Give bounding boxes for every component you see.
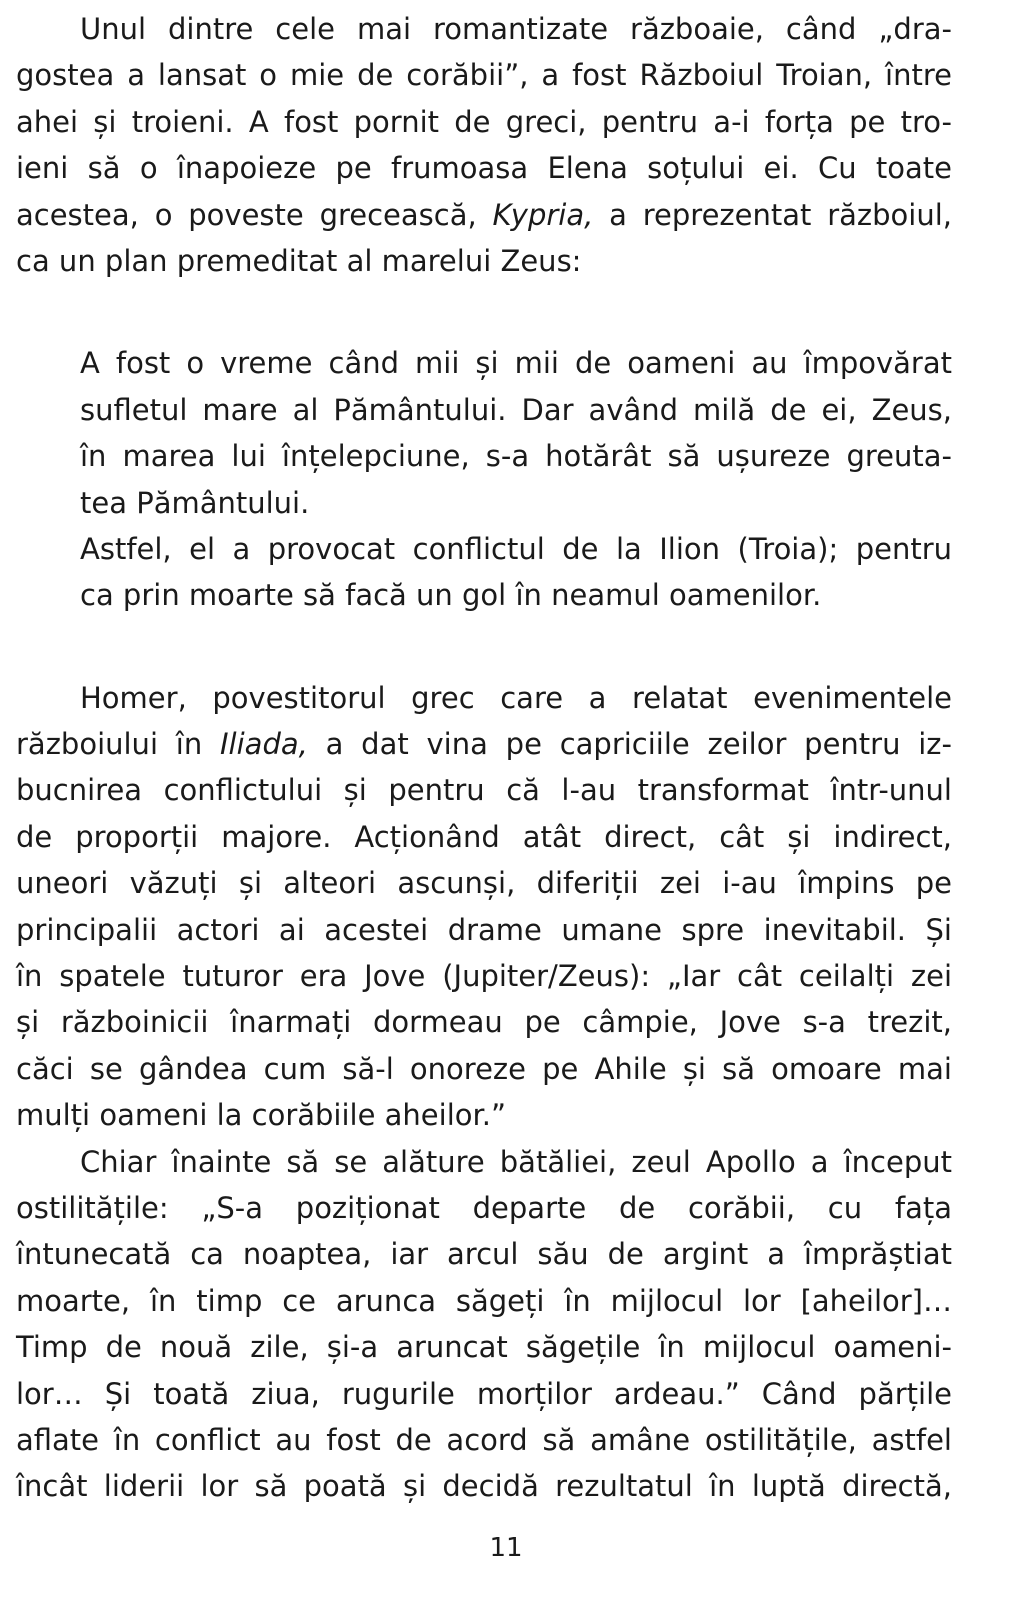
text-line: aflate în conflict au fost de acord să amâne ostilitățile, astfel: [16, 1422, 952, 1457]
text-line: în spatele tuturor era Jove (Jupiter/Zeus): „Iar cât ceilalți zei: [16, 959, 952, 994]
text-line: ahei și troieni. A fost pornit de greci, pentru a-i forța pe tro-: [16, 104, 952, 139]
text-line: Unul dintre cele mai romantizate războaie, când „dra-: [80, 12, 952, 46]
text-line: principalii actori ai acestei drame umane spre inevitabil. Și: [16, 912, 952, 947]
text-line: întunecată ca noaptea, iar arcul său de argint a împrăștiat: [16, 1237, 952, 1272]
page-body: [16, 6, 952, 1510]
text-line: căci se gândea cum să-l onoreze pe Ahile și să omoare mai: [16, 1051, 952, 1086]
text-line: ca un plan premeditat al marelui Zeus:: [16, 243, 582, 278]
page-number: 11: [489, 1533, 523, 1563]
quote-line: în marea lui înțelepciune, s-a hotărât să ușureze greuta-: [80, 439, 952, 474]
quote-line: tea Pământului.: [80, 485, 310, 520]
text-line: Chiar înainte să se alăture bătăliei, zeul Apollo a început: [80, 1144, 952, 1179]
text-line: lor… Și toată ziua, rugurile morților ardeau.” Când părțile: [16, 1376, 952, 1411]
paragraph-homer: [16, 675, 952, 1139]
text-line: acestea, o poveste grecească, Kypria, a reprezentat războiul,: [16, 197, 952, 232]
text-line: Homer, povestitorul grec care a relatat evenimentele: [80, 680, 952, 715]
text-line: uneori văzuți și alteori ascunși, diferiții zei i-au împins pe: [16, 866, 952, 901]
quote-line: ca prin moarte să facă un gol în neamul oamenilor.: [80, 578, 822, 613]
text-line: de proporții majore. Acționând atât direct, cât și indirect,: [16, 819, 952, 854]
quote-line: A fost o vreme când mii și mii de oameni au împovărat: [80, 346, 952, 381]
text-line: războiului în Iliada, a dat vina pe capriciile zeilor pentru iz-: [16, 727, 952, 762]
book-title-kypria: Kypria,: [492, 197, 594, 232]
text-line: ostilitățile: „S-a poziționat departe de corăbii, cu fața: [16, 1190, 952, 1225]
text-line: și războinicii înarmați dormeau pe câmpie, Jove s-a trezit,: [16, 1005, 952, 1040]
quote-line: Astfel, el a provocat conflictul de la Ilion (Troia); pentru: [80, 531, 952, 566]
paragraph-trojan-war-intro: [16, 6, 952, 284]
text-line: bucnirea conflictului și pentru că l-au transformat într-unul: [16, 773, 952, 808]
text-line: ieni să o înapoieze pe frumoasa Elena soțului ei. Cu toate: [16, 151, 952, 186]
book-title-iliada: Iliada,: [220, 727, 308, 762]
paragraph-apollo: [16, 1139, 952, 1510]
text-line: încât liderii lor să poată și decidă rezultatul în luptă directă,: [16, 1469, 952, 1504]
quote-line: sufletul mare al Pământului. Dar având milă de ei, Zeus,: [80, 392, 952, 427]
text-line: Timp de nouă zile, și-a aruncat săgețile în mijlocul oameni-: [16, 1330, 952, 1365]
block-quote-kypria: [80, 340, 952, 618]
text-line: mulți oameni la corăbiile aheilor.”: [16, 1098, 507, 1133]
text-line: moarte, în timp ce arunca săgeți în mijlocul lor [aheilor]…: [16, 1283, 952, 1318]
text-line: gostea a lansat o mie de corăbii”, a fost Războiul Troian, între: [16, 58, 952, 93]
